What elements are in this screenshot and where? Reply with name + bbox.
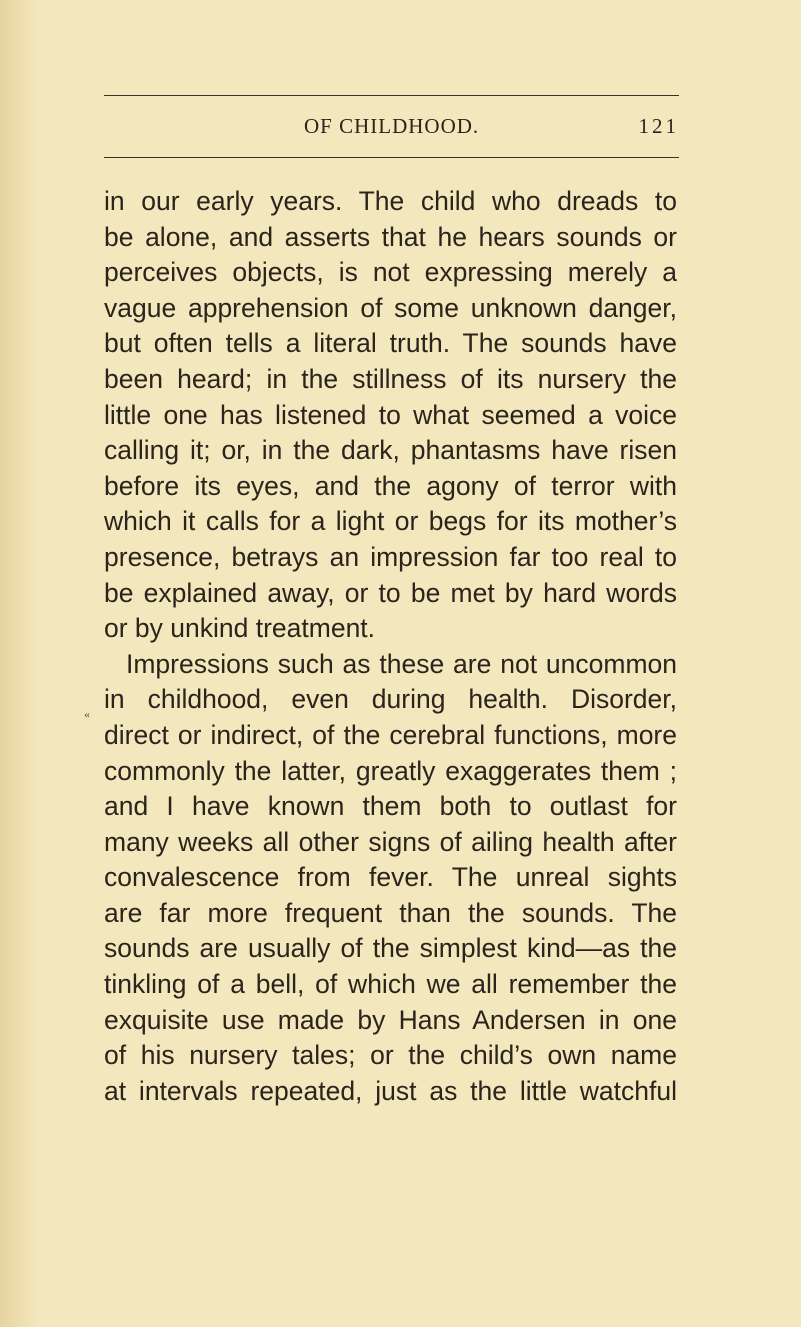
text-line: and I have known them both to outlast for (104, 791, 677, 822)
text-line: in childhood, even during health. Disorder, (104, 684, 677, 715)
text-line: perceives objects, is not expressing merely a (104, 257, 677, 288)
running-head (104, 114, 679, 144)
page-edge-shadow (0, 0, 38, 1327)
header-rule-bottom (104, 157, 679, 158)
paragraph-start-line: Impressions such as these are not uncommon (126, 648, 677, 679)
text-line: in our early years. The child who dreads to (104, 186, 677, 216)
page-number: 121 (638, 114, 679, 138)
text-line: be alone, and asserts that he hears sounds or (104, 221, 677, 252)
text-line: be explained away, or to be met by hard words (104, 577, 677, 608)
text-line: presence, betrays an impression far too real to (104, 541, 677, 572)
text-line: exquisite use made by Hans Andersen in one (104, 1004, 677, 1035)
running-head-title: OF CHILDHOOD. (304, 114, 480, 138)
body-text (104, 184, 677, 1109)
text-line: but often tells a literal truth. The sounds have (104, 328, 677, 359)
text-line: many weeks all other signs of ailing health after (104, 826, 677, 857)
text-line: been heard; in the stillness of its nursery the (104, 363, 677, 394)
text-line: convalescence from fever. The unreal sights (104, 862, 677, 893)
text-line: little one has listened to what seemed a voice (104, 399, 677, 430)
text-line: commonly the latter, greatly exaggerates them ; (104, 755, 677, 786)
text-line: are far more frequent than the sounds. The (104, 897, 677, 928)
text-line: or by unkind treatment. (104, 613, 376, 644)
text-line: which it calls for a light or begs for its mother’s (104, 506, 677, 537)
text-line: of his nursery tales; or the child’s own name (104, 1040, 677, 1071)
header-rule-top (104, 95, 679, 96)
text-line: at intervals repeated, just as the little watchful (104, 1075, 677, 1106)
text-line: calling it; or, in the dark, phantasms have risen (104, 435, 677, 466)
text-line: direct or indirect, of the cerebral functions, more (104, 719, 677, 750)
text-line: tinkling of a bell, of which we all remember the (104, 969, 677, 1000)
text-line: before its eyes, and the agony of terror with (104, 470, 677, 501)
text-line: vague apprehension of some unknown danger, (104, 292, 677, 323)
text-line: sounds are usually of the simplest kind—as the (104, 933, 677, 964)
margin-mark: « (84, 707, 90, 721)
